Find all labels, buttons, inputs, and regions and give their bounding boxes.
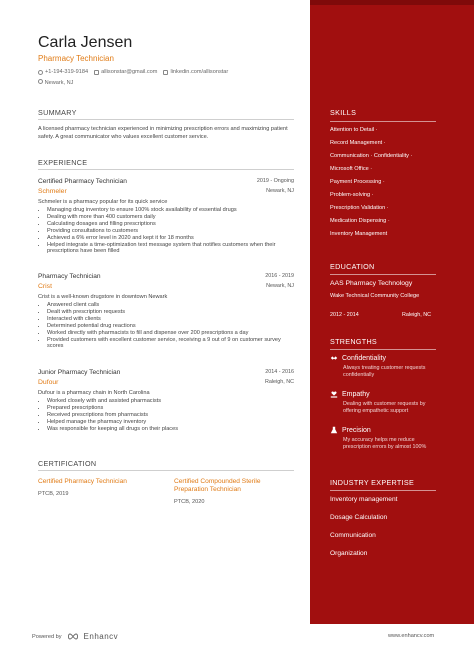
skills-divider xyxy=(330,121,436,122)
strength-item xyxy=(330,354,440,379)
sidebar-top-band xyxy=(310,0,474,5)
certification-source: PTCB, 2019 xyxy=(38,491,69,497)
job-bullet: • Was responsible for keeping all drugs on their places xyxy=(47,426,294,433)
strength-item xyxy=(330,426,440,451)
strength-desc: Dealing with customer requests by offering empathetic support xyxy=(343,401,426,414)
summary-text: A licensed pharmacy technician experienced in minimizing prescription errors and maximizing patient safety. A great communicator who values excellent customer service. xyxy=(38,126,288,140)
industry-item: Inventory management xyxy=(330,496,398,503)
job-company: Schmeler xyxy=(38,188,67,195)
skill-item: Record Management · xyxy=(330,140,386,146)
hand-heart-icon xyxy=(330,390,338,398)
skills-heading: SKILLS xyxy=(330,108,357,117)
certification-item xyxy=(38,478,158,497)
handshake-icon xyxy=(330,354,338,362)
powered-label: Powered by xyxy=(32,633,62,640)
powered-by xyxy=(32,632,118,641)
job-bullet: • Achieved a 6% error level in 2020 and kept it for 18 months xyxy=(47,235,294,242)
candidate-title: Pharmacy Technician xyxy=(38,54,114,63)
flask-icon xyxy=(330,426,338,434)
job-date: 2014 - 2016 xyxy=(265,369,294,375)
education-divider xyxy=(330,274,436,275)
job-description: Schmeler is a pharmacy popular for its quick service xyxy=(38,199,168,205)
job-bullet: • Provided customers with excellent customer service, receiving a 9 out of 9 on customer survey scores xyxy=(47,337,294,351)
job-title: Certified Pharmacy Technician xyxy=(38,178,127,185)
job-company: Crist xyxy=(38,283,52,290)
experience-divider xyxy=(38,169,294,170)
skill-item: Attention to Detail · xyxy=(330,127,378,133)
footer xyxy=(0,624,474,670)
industry-item: Organization xyxy=(330,550,368,557)
job-bullet: • Prepared prescriptions xyxy=(47,405,294,412)
email-contact[interactable] xyxy=(94,69,157,75)
skill-item: Payment Processing · xyxy=(330,179,385,185)
skill-item: Medication Dispensing · xyxy=(330,218,390,224)
job-date: 2019 - Ongoing xyxy=(256,178,294,184)
summary-heading: SUMMARY xyxy=(38,108,77,117)
strength-title: Empathy xyxy=(342,390,370,398)
job-bullets xyxy=(38,398,294,433)
job-bullets xyxy=(38,302,294,350)
main-column xyxy=(22,0,304,670)
certification-heading: CERTIFICATION xyxy=(38,459,97,468)
phone-contact xyxy=(38,69,88,75)
education-degree: AAS Pharmacy Technology xyxy=(330,280,413,287)
job-entry xyxy=(38,178,294,255)
industry-divider xyxy=(330,490,436,491)
job-location: Newark, NJ xyxy=(266,283,294,289)
linkedin-text[interactable]: linkedin.com/allisonstar xyxy=(170,69,229,75)
certification-title: Certified Compounded Sterile Preparation Technician xyxy=(174,478,261,493)
skill-item: Communication · Confidentiality · xyxy=(330,153,413,159)
job-description: Dufour is a pharmacy chain in North Carolina xyxy=(38,390,150,396)
strengths-heading: STRENGTHS xyxy=(330,337,378,346)
skill-item: Problem-solving · xyxy=(330,192,374,198)
job-entry xyxy=(38,369,294,433)
job-bullet: • Dealing with more than 400 customers daily xyxy=(47,214,294,221)
job-bullet: • Helped manage the pharmacy inventory xyxy=(47,419,294,426)
link-icon xyxy=(163,70,168,75)
industry-item: Dosage Calculation xyxy=(330,514,388,521)
job-company: Dufour xyxy=(38,379,59,386)
strength-title: Precision xyxy=(342,426,371,434)
brand-name: Enhancv xyxy=(83,632,119,641)
job-bullet: • Received prescriptions from pharmacists xyxy=(47,412,294,419)
phone-text: +1-194-319-9184 xyxy=(45,69,89,75)
industry-heading: INDUSTRY EXPERTISE xyxy=(330,478,415,487)
location-pin-icon xyxy=(38,79,43,84)
contact-row xyxy=(38,69,228,75)
candidate-name: Carla Jensen xyxy=(38,34,133,51)
job-bullet: • Dealt with prescription requests xyxy=(47,309,294,316)
education-heading: EDUCATION xyxy=(330,262,375,271)
job-bullet: • Managing drug inventory to ensure 100% stock availability of essential drugs xyxy=(47,207,294,214)
job-date: 2016 - 2019 xyxy=(265,273,294,279)
job-description: Crist is a well-known drugstore in downtown Newark xyxy=(38,294,168,300)
industry-item: Communication xyxy=(330,532,376,539)
certification-item xyxy=(174,478,294,505)
certification-source: PTCB, 2020 xyxy=(174,499,205,505)
job-bullet: • Interacted with clients xyxy=(47,316,294,323)
certification-divider xyxy=(38,470,294,471)
job-bullet: • Determined potential drug reactions xyxy=(47,323,294,330)
job-bullets xyxy=(38,207,294,255)
job-bullet: • Worked directly with pharmacists to fill and dispense over 200 prescriptions a day xyxy=(47,330,294,337)
job-bullet: • Helped integrate a time-optimization text message system that notifies customers when their prescriptions have been filled xyxy=(47,242,294,256)
strength-desc: Always treating customer requests confidentially xyxy=(343,365,426,378)
job-title: Junior Pharmacy Technician xyxy=(38,369,121,376)
skill-item: Inventory Management xyxy=(330,231,388,237)
phone-icon xyxy=(38,70,43,75)
enhancv-logo-icon xyxy=(67,633,79,640)
location-contact xyxy=(38,79,73,86)
skill-item: Microsoft Office · xyxy=(330,166,373,172)
education-date: 2012 - 2014 xyxy=(330,312,359,318)
summary-divider xyxy=(38,119,294,120)
certification-title: Certified Pharmacy Technician xyxy=(38,478,127,485)
location-text: Newark, NJ xyxy=(44,80,74,86)
job-title: Pharmacy Technician xyxy=(38,273,101,280)
education-school: Wake Technical Community College xyxy=(330,293,420,299)
linkedin-contact[interactable] xyxy=(163,69,228,75)
job-bullet: • Calculating dosages and filling prescriptions xyxy=(47,221,294,228)
job-bullet: • Answered client calls xyxy=(47,302,294,309)
footer-website[interactable]: www.enhancv.com xyxy=(388,633,435,639)
strength-title: Confidentiality xyxy=(342,354,386,362)
job-bullet: • Worked closely with and assisted pharmacists xyxy=(47,398,294,405)
education-location: Raleigh, NC xyxy=(402,312,432,318)
job-entry xyxy=(38,273,294,350)
at-icon xyxy=(94,70,99,75)
strength-item xyxy=(330,390,440,415)
experience-heading: EXPERIENCE xyxy=(38,158,88,167)
strengths-divider xyxy=(330,349,436,350)
email-text[interactable]: allisonstar@gmail.com xyxy=(101,69,158,75)
job-location: Newark, NJ xyxy=(266,188,294,194)
strength-desc: My accuracy helps me reduce prescription errors by almost 100% xyxy=(343,437,427,450)
job-location: Raleigh, NC xyxy=(264,379,294,385)
job-bullet: • Providing consultations to customers xyxy=(47,228,294,235)
skill-item: Prescription Validation · xyxy=(330,205,389,211)
